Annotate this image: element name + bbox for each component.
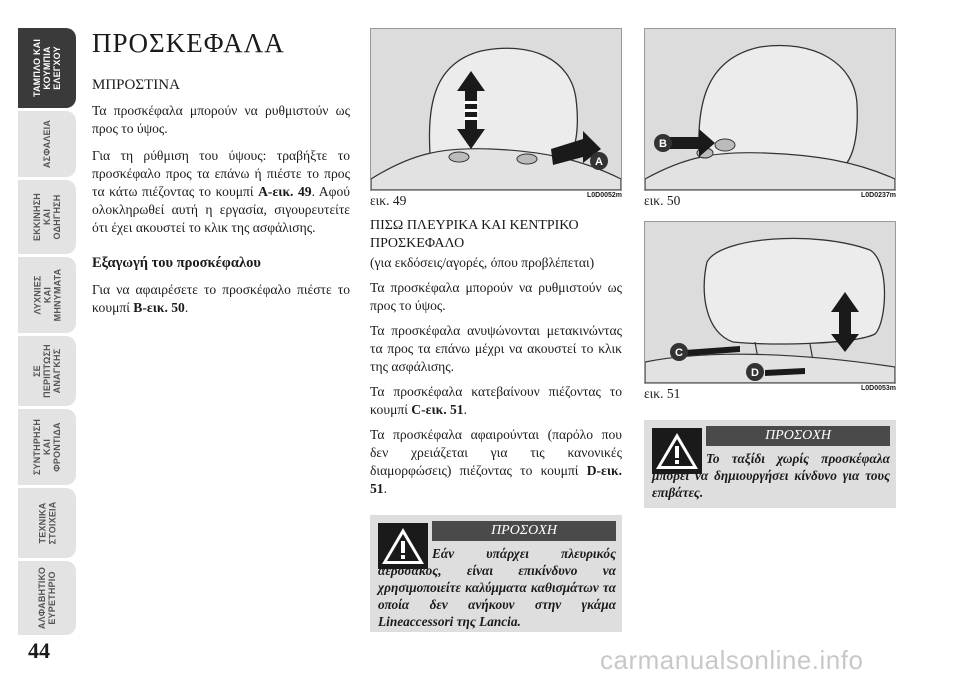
headrest-removal-illustration xyxy=(645,29,895,190)
column-1 xyxy=(92,28,350,317)
tab-starting-driving[interactable]: ΕΚΚΙΝΗΣΗ ΚΑΙ ΟΔΗΓΗΣΗ xyxy=(18,180,76,254)
tab-safety[interactable]: ΑΣΦΑΛΕΙΑ xyxy=(18,111,76,177)
tab-lights-messages[interactable]: ΛΥΧΝΙΕΣ ΚΑΙ ΜΗΝΥΜΑΤΑ xyxy=(18,257,76,333)
warning-box-no-headrest xyxy=(644,420,896,508)
paragraph: Για τη ρύθμιση του ύψους: τραβήξτε το προσκέφαλο προς τα επάνω ή πιέστε το προς τα κάτω πιέζοντας το κουμπί A-εικ. 49. Αφού ολοκληρωθεί αυτή η εργασία, σιγουρευτείτε ότι έχει ακουστεί το κλικ της ασφάλισης. xyxy=(92,148,350,235)
page-title: ΠΡΟΣΚΕΦΑΛΑ xyxy=(92,28,285,58)
callout-b: B xyxy=(659,138,667,150)
tab-index[interactable]: ΑΛΦΑΒΗΤΙΚΟ ΕΥΡΕΤΗΡΙΟ xyxy=(18,561,76,635)
tab-dashboard[interactable]: ΤΑΜΠΛΟ ΚΑΙ ΚΟΥΜΠΙΑ ΕΛΕΓΧΟΥ xyxy=(18,28,76,108)
paragraph: Τα προσκέφαλα μπορούν να ρυθμιστούν ως προς το ύψος. xyxy=(92,103,350,136)
paragraph: Τα προσκέφαλα μπορούν να ρυθμιστούν ως προς το ύψος. xyxy=(370,280,622,313)
headrest-front-illustration xyxy=(371,29,621,190)
tab-maintenance[interactable]: ΣΥΝΤΗΡΗΣΗ ΚΑΙ ΦΡΟΝΤΙΔΑ xyxy=(18,409,76,485)
figure-ref[interactable]: D-εικ. 51 xyxy=(370,463,622,496)
figure-caption: εικ. 50 xyxy=(644,193,681,208)
warning-title: ΠΡΟΣΟΧΗ xyxy=(432,521,616,541)
warning-text: Εάν υπάρχει πλευρικός αερόσακος, είναι επικίνδυνο να χρησιμοποιείτε καλύμματα καθισμάτων τα οποία δεν ανήκουν στην γκάμα Lineaccessori της Lancia. xyxy=(378,546,616,629)
paragraph: Τα προσκέφαλα αφαιρούνται (παρόλο που δεν χρειάζεται για τις κανονικές διαμορφώσεις) πιέζοντας το κουμπί D-εικ. 51. xyxy=(370,427,622,496)
tab-emergency[interactable]: ΣΕ ΠΕΡΙΠΤΩΣΗ ΑΝΑΓΚΗΣ xyxy=(18,336,76,406)
figure-ref[interactable]: B-εικ. 50 xyxy=(133,300,185,315)
column-3 xyxy=(644,28,896,402)
note: (για εκδόσεις/αγορές, όπου προβλέπεται) xyxy=(370,255,595,270)
paragraph: Για να αφαιρέσετε το προσκέφαλο πιέστε το κουμπί B-εικ. 50. xyxy=(92,282,350,315)
figure-ref[interactable]: C-εικ. 51 xyxy=(411,402,464,417)
figure-49 xyxy=(370,28,622,191)
warning-title: ΠΡΟΣΟΧΗ xyxy=(706,426,890,446)
figure-caption: εικ. 51 xyxy=(644,386,681,401)
paragraph: Τα προσκέφαλα ανυψώνονται μετακινώντας τα προς τα επάνω μέχρι να ακουστεί το κλικ της ασφάλισης. xyxy=(370,323,622,374)
figure-caption: εικ. 49 xyxy=(370,193,407,208)
figure-ref[interactable]: A-εικ. 49 xyxy=(258,184,312,199)
callout-d: D xyxy=(751,367,759,379)
watermark: carmanualsonline.info xyxy=(600,645,864,675)
rear-headrest-illustration xyxy=(645,222,895,383)
column-2 xyxy=(370,28,622,498)
figure-51 xyxy=(644,221,896,384)
callout-a: A xyxy=(595,156,603,168)
section-rear: ΠΙΣΩ ΠΛΕΥΡΙΚΑ ΚΑΙ ΚΕΝΤΡΙΚΟ ΠΡΟΣΚΕΦΑΛΟ xyxy=(370,218,579,251)
section-front: ΜΠΡΟΣΤΙΝΑ xyxy=(92,77,180,93)
warning-box-airbag xyxy=(370,515,622,632)
warning-text: Το ταξίδι χωρίς προσκέφαλα μπορεί να δημιουργήσει κίνδυνο για τους επιβάτες. xyxy=(652,451,890,500)
paragraph: Τα προσκέφαλα κατεβαίνουν πιέζοντας το κουμπί C-εικ. 51. xyxy=(370,384,622,417)
page-number: 44 xyxy=(28,638,50,663)
tab-technical-data[interactable]: ΤΕΧΝΙΚΑ ΣΤΟΙΧΕΙΑ xyxy=(18,488,76,558)
figure-code: L0D0053m xyxy=(860,385,896,392)
figure-code: L0D0237m xyxy=(860,192,896,199)
section-removal: Εξαγωγή του προσκέφαλου xyxy=(92,255,261,271)
callout-c: C xyxy=(675,347,683,359)
figure-50 xyxy=(644,28,896,191)
figure-code: L0D0052m xyxy=(586,192,622,199)
